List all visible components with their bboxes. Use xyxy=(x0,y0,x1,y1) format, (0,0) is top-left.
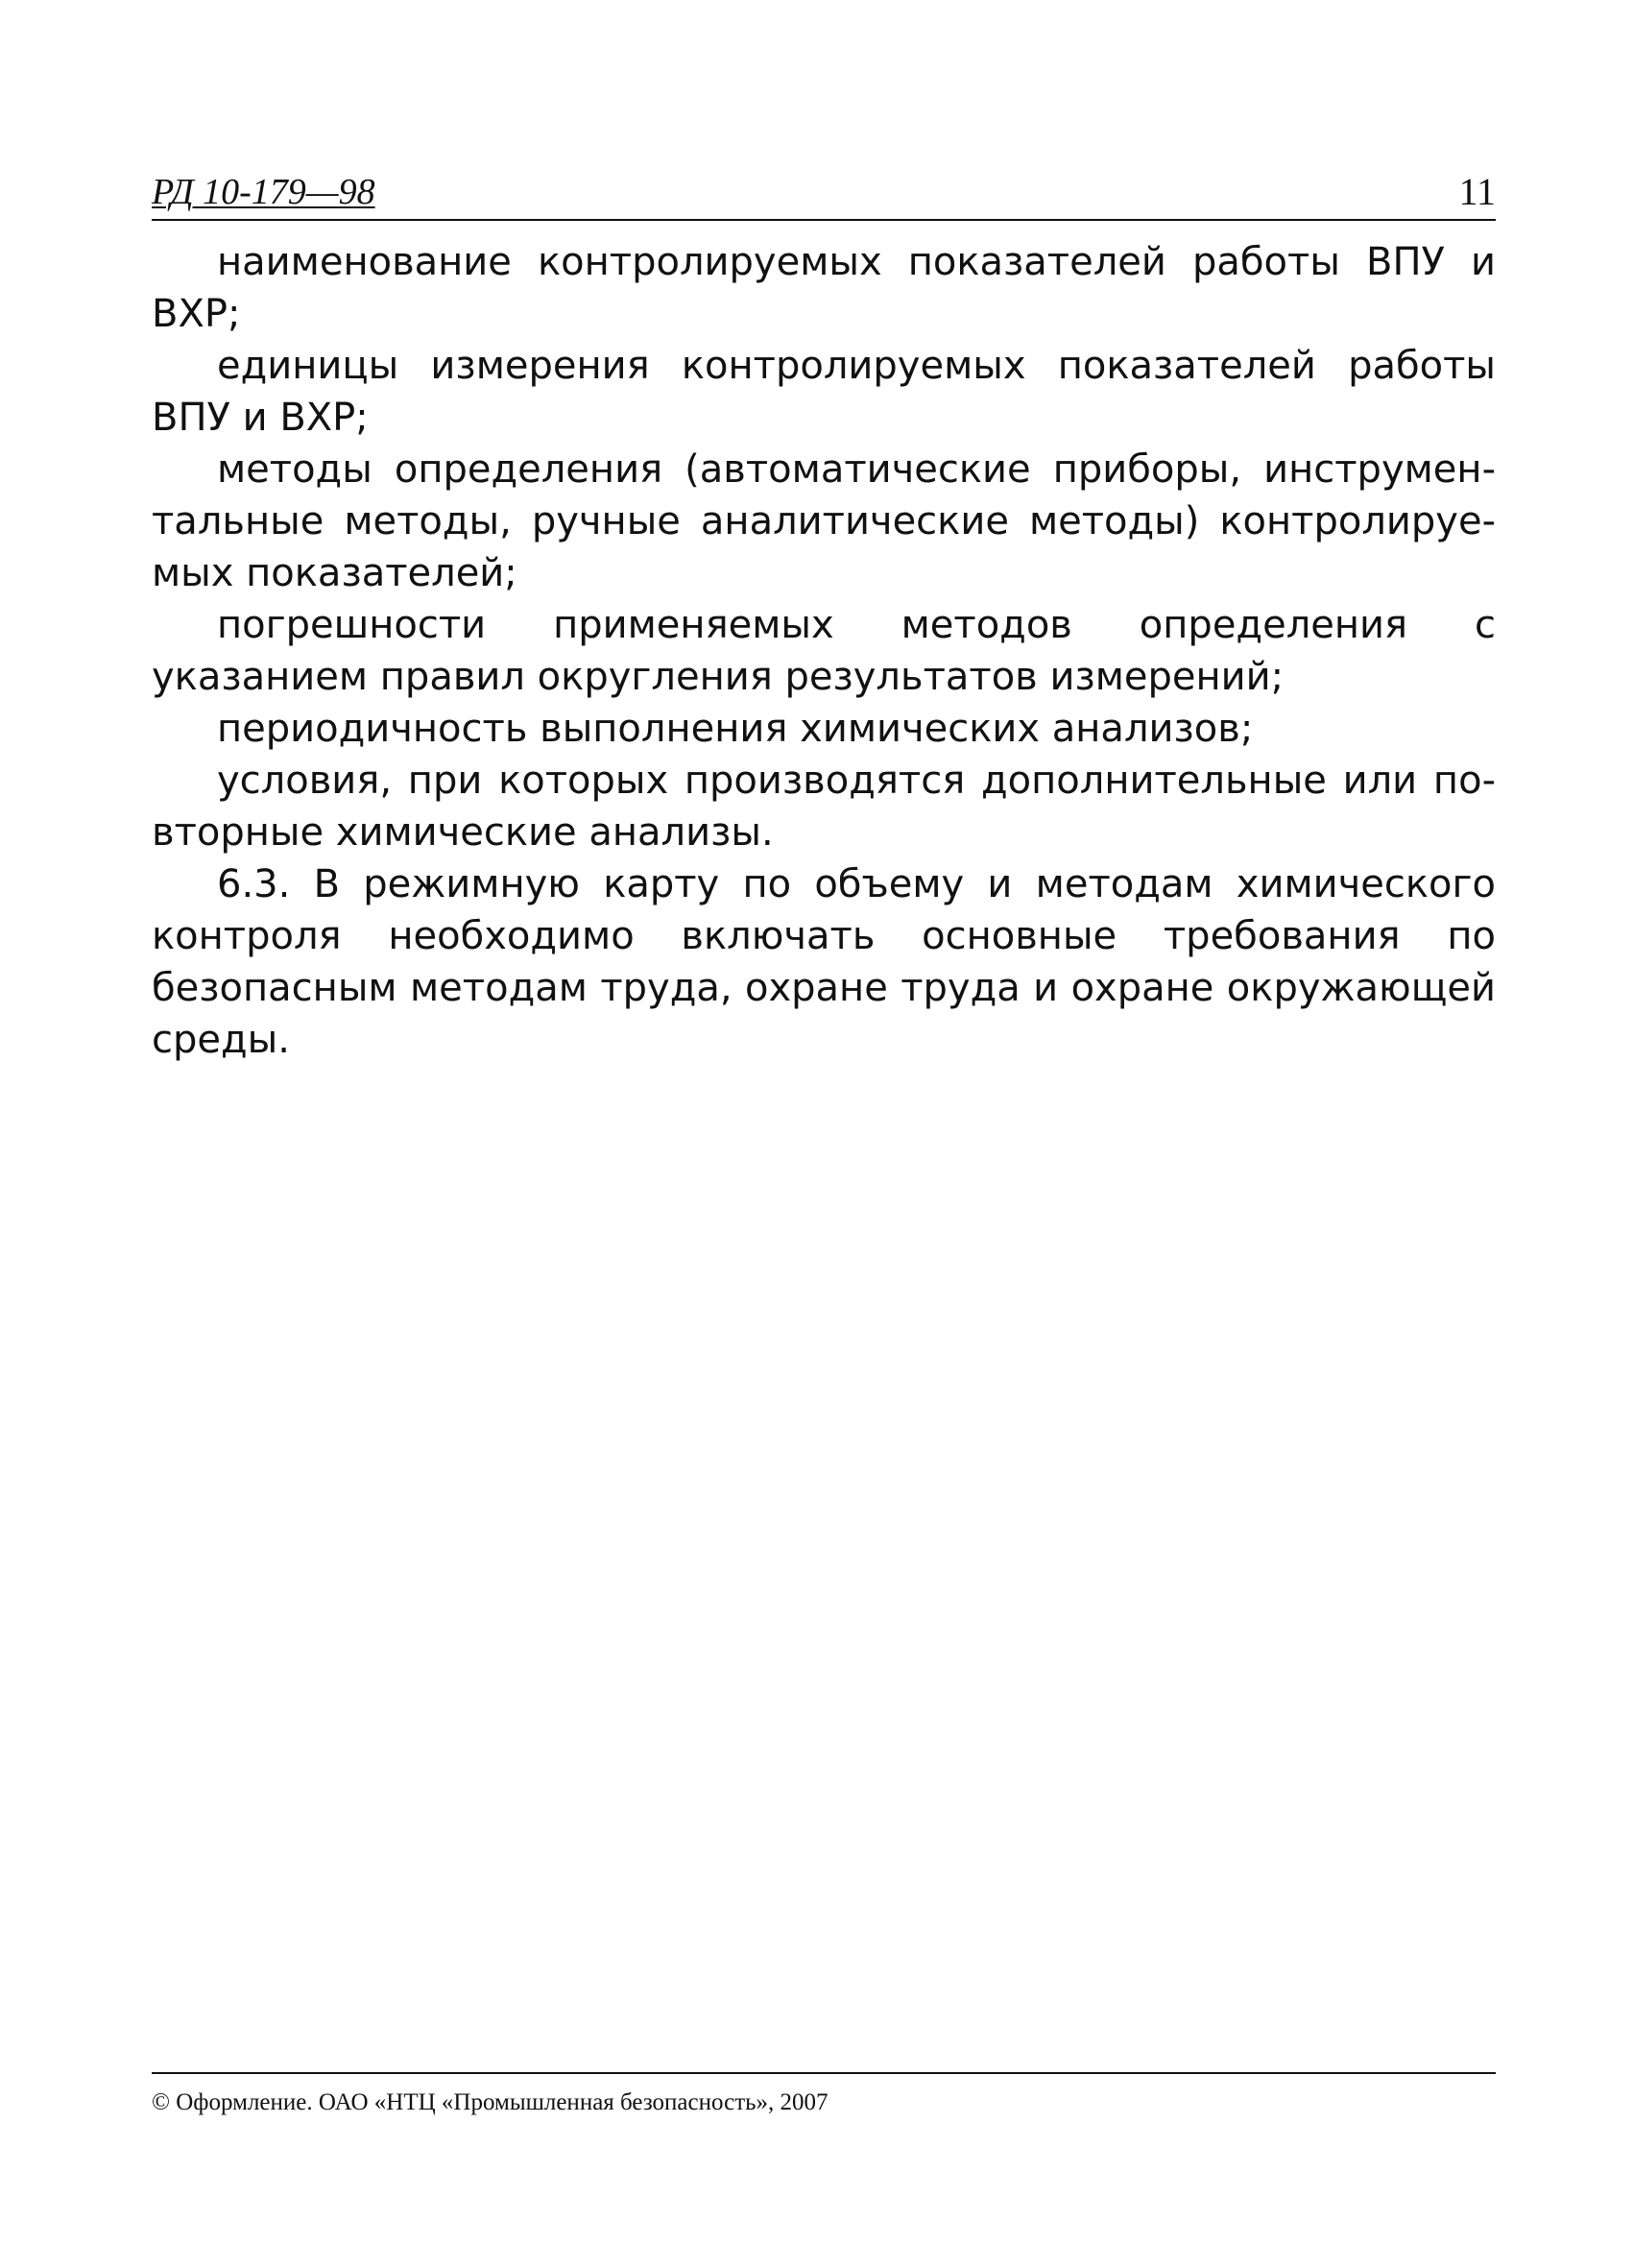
page-footer xyxy=(152,2072,1496,2118)
copyright-notice: © Оформление. ОАО «НТЦ «Промышленная безопасность», 2007 xyxy=(152,2089,829,2115)
paragraph-methods: методы определения (автоматические приборы, инструментальные методы, ручные аналитические методы) контролируемых показателей; xyxy=(152,447,1496,595)
paragraph-periodicity: периодичность выполнения химических анализов; xyxy=(217,707,1254,751)
paragraph-conditions: условия, при которых производятся дополнительные или повторные химические анализы. xyxy=(152,759,1496,855)
paragraph-indicator-names: наименование контролируемых показателей работы ВПУ и ВХР; xyxy=(152,240,1496,336)
page-number: 11 xyxy=(1458,170,1496,213)
page-header xyxy=(152,169,1496,221)
paragraph-errors: погрешности применяемых методов определения с указанием правил округления результатов измерений; xyxy=(152,603,1496,699)
paragraph-units: единицы измерения контролируемых показателей работы ВПУ и ВХР; xyxy=(152,344,1496,440)
body-text xyxy=(152,236,1496,1066)
document-code: РД 10-179—98 xyxy=(152,172,375,212)
paragraph-section-6-3: 6.3. В режимную карту по объему и методам химического контроля необходимо включать основные требования по безопасным методам труда, охране труда и охране окружающей среды. xyxy=(152,862,1496,1062)
